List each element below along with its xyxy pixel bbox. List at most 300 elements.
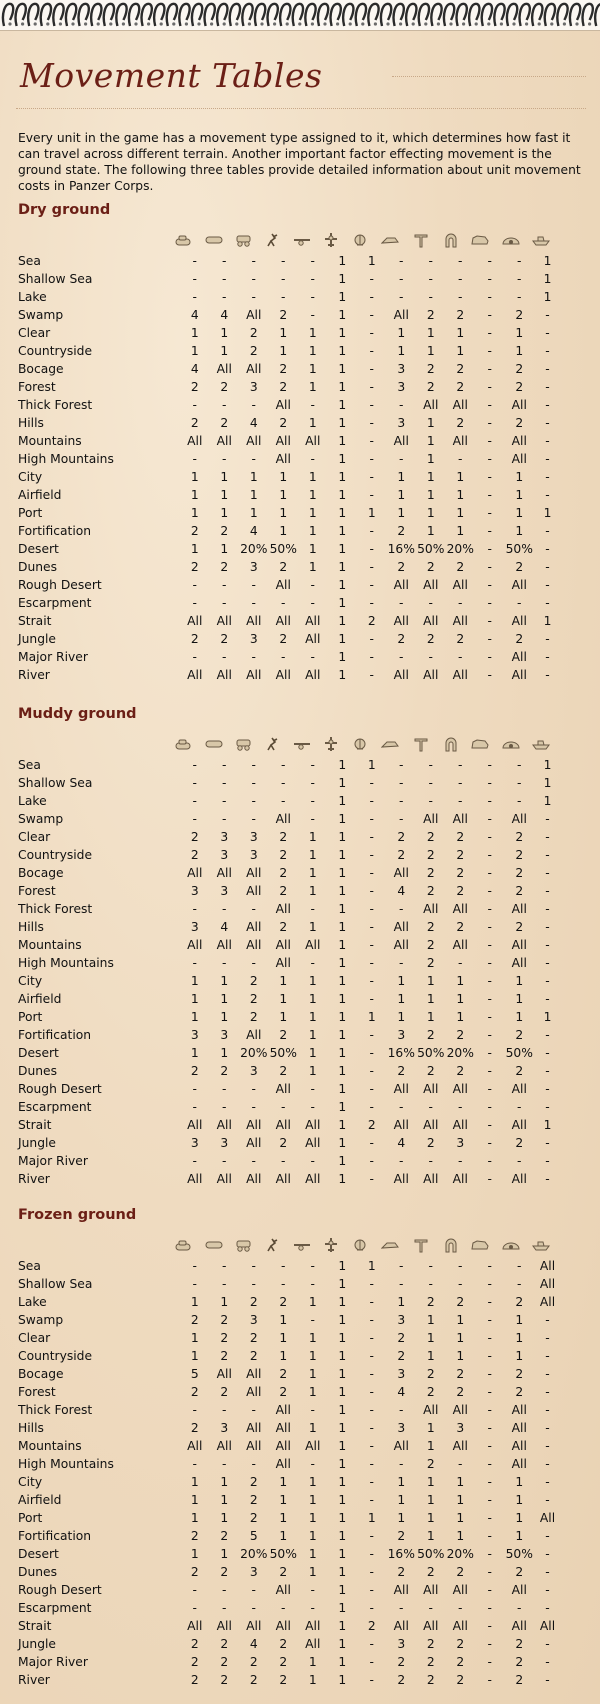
title-divider xyxy=(16,108,586,109)
table-row xyxy=(18,1329,561,1347)
movement-cost: 1 xyxy=(308,1655,317,1669)
movement-cost: 50% xyxy=(269,1046,297,1060)
movement-cost: 2 xyxy=(279,560,288,574)
section-heading: Dry ground xyxy=(18,202,111,218)
movement-cost: 3 xyxy=(397,362,406,376)
binder-ring xyxy=(167,4,177,26)
movement-cost: - xyxy=(369,398,374,412)
movement-cost: 1 xyxy=(426,488,435,502)
movement-cost: - xyxy=(369,1673,374,1687)
movement-cost: All xyxy=(393,920,409,934)
movement-cost: 2 xyxy=(426,308,435,322)
movement-cost: - xyxy=(192,1583,197,1597)
movement-cost: 2 xyxy=(456,416,465,430)
movement-cost: 1 xyxy=(456,524,465,538)
movement-cost: 1 xyxy=(338,1082,347,1096)
table-row xyxy=(18,1401,561,1419)
movement-cost: 1 xyxy=(456,974,465,988)
movement-cost: - xyxy=(310,776,315,790)
binder-ring xyxy=(406,4,416,26)
binder-ring xyxy=(381,4,391,26)
movement-cost: - xyxy=(222,1583,227,1597)
movement-cost: - xyxy=(281,776,286,790)
binder-ring xyxy=(520,4,530,26)
terrain-name: Fortification xyxy=(18,1529,92,1543)
movement-cost: 3 xyxy=(397,1367,406,1381)
movement-cost: 2 xyxy=(456,380,465,394)
terrain-name: Hills xyxy=(18,416,44,430)
halftrack-icon xyxy=(205,232,223,248)
movement-cost: All xyxy=(511,1421,527,1435)
movement-cost: - xyxy=(545,1385,550,1399)
movement-cost: All xyxy=(511,1403,527,1417)
binder-ring xyxy=(192,4,202,26)
movement-cost: 1 xyxy=(338,254,347,268)
movement-cost: All xyxy=(393,1583,409,1597)
movement-cost: - xyxy=(487,1457,492,1471)
movement-cost: - xyxy=(399,1259,404,1273)
movement-cost: - xyxy=(428,794,433,808)
movement-cost: All xyxy=(511,956,527,970)
table-row xyxy=(18,1257,561,1275)
movement-cost: 1 xyxy=(308,884,317,898)
movement-cost: 2 xyxy=(249,1349,258,1363)
movement-cost: 1 xyxy=(338,1421,347,1435)
movement-cost: 1 xyxy=(190,1511,199,1525)
binder-hole xyxy=(197,22,200,25)
binder-ring xyxy=(469,4,479,26)
movement-cost: - xyxy=(369,326,374,340)
movement-cost: - xyxy=(517,1259,522,1273)
movement-cost: All xyxy=(275,1457,291,1471)
movement-cost: - xyxy=(369,1136,374,1150)
movement-cost: 1 xyxy=(308,1565,317,1579)
table-row xyxy=(18,666,561,684)
terrain-name: Clear xyxy=(18,1331,51,1345)
movement-cost: - xyxy=(487,1046,492,1060)
movement-cost: 1 xyxy=(338,542,347,556)
movement-cost: - xyxy=(192,758,197,772)
movement-cost: - xyxy=(192,1601,197,1615)
page-title: Movement Tables xyxy=(20,56,323,95)
movement-cost: 1 xyxy=(397,1475,406,1489)
movement-cost: 2 xyxy=(249,1673,258,1687)
movement-cost: - xyxy=(487,1082,492,1096)
movement-cost: - xyxy=(192,254,197,268)
movement-cost: - xyxy=(545,1349,550,1363)
movement-cost: 2 xyxy=(515,848,524,862)
amphibious-icon xyxy=(471,736,489,752)
movement-cost: 1 xyxy=(338,794,347,808)
movement-cost: 1 xyxy=(338,1367,347,1381)
movement-cost: 1 xyxy=(308,1529,317,1543)
terrain-name: High Mountains xyxy=(18,956,114,970)
movement-cost: 2 xyxy=(190,1637,199,1651)
movement-cost: - xyxy=(192,1100,197,1114)
binder-ring xyxy=(557,4,567,26)
table-row xyxy=(18,1491,561,1509)
movement-cost: - xyxy=(487,1565,492,1579)
deepsea-icon xyxy=(532,232,550,248)
movement-cost: 2 xyxy=(279,380,288,394)
terrain-name: Jungle xyxy=(18,632,57,646)
movement-cost: 1 xyxy=(397,344,406,358)
movement-cost: - xyxy=(369,938,374,952)
movement-cost: - xyxy=(192,1403,197,1417)
movement-cost: 1 xyxy=(456,1511,465,1525)
movement-cost: - xyxy=(310,794,315,808)
movement-cost: 2 xyxy=(279,1673,288,1687)
movement-cost: All xyxy=(452,614,468,628)
movement-cost: - xyxy=(310,812,315,826)
movement-cost: - xyxy=(517,596,522,610)
movement-cost: All xyxy=(305,614,321,628)
binder-hole xyxy=(97,22,100,25)
movement-cost: 2 xyxy=(426,362,435,376)
movement-cost: - xyxy=(192,650,197,664)
movement-cost: 3 xyxy=(190,1136,199,1150)
movement-cost: All xyxy=(216,362,232,376)
table-row xyxy=(18,918,561,936)
movement-cost: - xyxy=(545,1082,550,1096)
movement-cost: - xyxy=(369,1064,374,1078)
movement-cost: 2 xyxy=(279,362,288,376)
movement-cost: - xyxy=(545,1457,550,1471)
movement-cost: - xyxy=(281,1277,286,1291)
binder-hole xyxy=(538,22,541,25)
movement-cost: - xyxy=(310,1583,315,1597)
movement-cost: 3 xyxy=(397,1313,406,1327)
movement-cost: 1 xyxy=(190,1046,199,1060)
movement-cost: - xyxy=(281,254,286,268)
mountain-icon xyxy=(412,1237,430,1253)
movement-cost: - xyxy=(251,596,256,610)
air-icon xyxy=(322,232,340,248)
movement-cost: 1 xyxy=(426,1475,435,1489)
table-row xyxy=(18,756,561,774)
movement-cost: - xyxy=(251,1154,256,1168)
movement-cost: - xyxy=(310,902,315,916)
movement-cost: 4 xyxy=(190,308,199,322)
movement-cost: 1 xyxy=(543,794,552,808)
allterrain-icon xyxy=(381,232,399,248)
movement-cost: - xyxy=(487,1295,492,1309)
movement-cost: - xyxy=(369,848,374,862)
terrain-name: Countryside xyxy=(18,344,93,358)
towed-icon xyxy=(293,1237,311,1253)
binder-hole xyxy=(286,22,289,25)
deepsea-icon xyxy=(532,736,550,752)
movement-cost: All xyxy=(452,1172,468,1186)
movement-cost: - xyxy=(310,272,315,286)
movement-cost: - xyxy=(369,1457,374,1471)
movement-cost: - xyxy=(545,488,550,502)
movement-cost: 1 xyxy=(397,1295,406,1309)
movement-cost: - xyxy=(487,470,492,484)
movement-cost: 1 xyxy=(338,1028,347,1042)
movement-cost: 2 xyxy=(220,380,229,394)
movement-cost: All xyxy=(511,1118,527,1132)
movement-cost: - xyxy=(399,290,404,304)
movement-cost: - xyxy=(487,434,492,448)
movement-cost: 1 xyxy=(338,1331,347,1345)
movement-cost: - xyxy=(428,272,433,286)
movement-cost: - xyxy=(487,1064,492,1078)
movement-cost: 1 xyxy=(515,1010,524,1024)
terrain-name: Rough Desert xyxy=(18,578,102,592)
binder-hole xyxy=(273,22,276,25)
movement-cost: - xyxy=(487,272,492,286)
movement-cost: 1 xyxy=(220,326,229,340)
table-row xyxy=(18,1635,561,1653)
table-row xyxy=(18,288,561,306)
movement-cost: 1 xyxy=(338,1385,347,1399)
movement-cost: 2 xyxy=(190,830,199,844)
movement-cost: - xyxy=(545,434,550,448)
movement-cost: - xyxy=(545,596,550,610)
movement-cost: 1 xyxy=(308,326,317,340)
binder-hole xyxy=(588,22,591,25)
movement-cost: 4 xyxy=(249,416,258,430)
movement-cost: 2 xyxy=(249,1331,258,1345)
binder-ring xyxy=(154,4,164,26)
movement-cost: All xyxy=(452,578,468,592)
terrain-name: Countryside xyxy=(18,848,93,862)
binder-ring xyxy=(79,4,89,26)
movement-cost: All xyxy=(511,812,527,826)
movement-cost: - xyxy=(251,452,256,466)
movement-cost: 2 xyxy=(456,884,465,898)
movement-cost: 2 xyxy=(279,1385,288,1399)
movement-cost: 1 xyxy=(279,1313,288,1327)
movement-cost: 16% xyxy=(387,1547,415,1561)
movement-cost: 2 xyxy=(515,1367,524,1381)
terrain-name: Airfield xyxy=(18,1493,62,1507)
movement-cost: - xyxy=(487,1313,492,1327)
binder-hole xyxy=(122,22,125,25)
movement-cost: 1 xyxy=(397,506,406,520)
movement-cost: All xyxy=(511,1619,527,1633)
movement-cost: 2 xyxy=(515,560,524,574)
movement-cost: 2 xyxy=(515,1295,524,1309)
movement-cost: 1 xyxy=(308,416,317,430)
movement-cost: All xyxy=(305,1172,321,1186)
movement-cost: 1 xyxy=(338,938,347,952)
terrain-name: Desert xyxy=(18,542,59,556)
movement-cost: - xyxy=(487,1010,492,1024)
movement-cost: All xyxy=(452,398,468,412)
table-row xyxy=(18,1152,561,1170)
movement-cost: 50% xyxy=(417,1046,445,1060)
movement-cost: 1 xyxy=(279,1493,288,1507)
movement-cost: - xyxy=(222,1100,227,1114)
movement-cost: 1 xyxy=(426,1010,435,1024)
movement-cost: 3 xyxy=(397,1421,406,1435)
movement-cost: 1 xyxy=(456,488,465,502)
movement-cost: - xyxy=(369,434,374,448)
binder-hole xyxy=(525,22,528,25)
movement-cost: - xyxy=(487,560,492,574)
movement-cost: - xyxy=(310,308,315,322)
terrain-name: Forest xyxy=(18,884,56,898)
binder-hole xyxy=(134,22,137,25)
binder-ring xyxy=(507,4,517,26)
movement-cost: All xyxy=(305,632,321,646)
movement-cost: 1 xyxy=(190,542,199,556)
movement-cost: - xyxy=(192,578,197,592)
movement-cost: - xyxy=(545,1493,550,1507)
movement-cost: 2 xyxy=(426,1028,435,1042)
movement-cost: 1 xyxy=(426,992,435,1006)
movement-cost: - xyxy=(281,650,286,664)
movement-cost: 1 xyxy=(249,470,258,484)
movement-cost: 1 xyxy=(456,992,465,1006)
movement-cost: 1 xyxy=(456,1349,465,1363)
movement-cost: 1 xyxy=(515,992,524,1006)
binder-ring xyxy=(16,4,26,26)
movement-cost: 1 xyxy=(279,1349,288,1363)
movement-cost: - xyxy=(487,974,492,988)
movement-cost: - xyxy=(251,812,256,826)
table-row xyxy=(18,1365,561,1383)
movement-cost: - xyxy=(369,1655,374,1669)
movement-cost: 2 xyxy=(279,1367,288,1381)
movement-cost: 2 xyxy=(397,560,406,574)
movement-cost: All xyxy=(246,434,262,448)
movement-cost: - xyxy=(310,1313,315,1327)
movement-cost: - xyxy=(517,1100,522,1114)
movement-cost: - xyxy=(281,1601,286,1615)
binder-ring xyxy=(595,4,600,26)
movement-cost: 2 xyxy=(279,830,288,844)
movement-cost: All xyxy=(305,1619,321,1633)
table-row xyxy=(18,774,561,792)
movement-cost: 3 xyxy=(190,884,199,898)
movement-cost: 1 xyxy=(338,758,347,772)
movement-cost: - xyxy=(458,452,463,466)
movement-cost: - xyxy=(251,1583,256,1597)
movement-cost: - xyxy=(369,1367,374,1381)
movement-cost: 1 xyxy=(397,1493,406,1507)
movement-cost: 1 xyxy=(426,452,435,466)
movement-cost: - xyxy=(487,794,492,808)
movement-cost: All xyxy=(275,452,291,466)
movement-cost: 1 xyxy=(220,1511,229,1525)
terrain-name: Mountains xyxy=(18,1439,82,1453)
movement-cost: 2 xyxy=(220,1637,229,1651)
movement-cost: 1 xyxy=(338,578,347,592)
terrain-name: Mountains xyxy=(18,434,82,448)
movement-cost: 1 xyxy=(279,344,288,358)
movement-cost: - xyxy=(487,1136,492,1150)
movement-cost: - xyxy=(545,1313,550,1327)
table-row xyxy=(18,1437,561,1455)
table-row xyxy=(18,594,561,612)
terrain-name: Escarpment xyxy=(18,1601,92,1615)
movement-cost: - xyxy=(310,1082,315,1096)
movement-cost: 2 xyxy=(190,560,199,574)
movement-cost: - xyxy=(517,1601,522,1615)
movement-cost: - xyxy=(369,1421,374,1435)
movement-cost: - xyxy=(192,1082,197,1096)
movement-cost: 1 xyxy=(456,1313,465,1327)
movement-cost: All xyxy=(275,578,291,592)
binder-ring xyxy=(66,4,76,26)
movement-cost: 1 xyxy=(308,1046,317,1060)
movement-cost: - xyxy=(251,776,256,790)
movement-cost: All xyxy=(452,1619,468,1633)
towed-icon xyxy=(293,736,311,752)
table-row xyxy=(18,522,561,540)
movement-cost: - xyxy=(192,272,197,286)
movement-cost: - xyxy=(399,812,404,826)
movement-cost: All xyxy=(452,1583,468,1597)
movement-cost: 2 xyxy=(397,1349,406,1363)
movement-cost: 4 xyxy=(397,1136,406,1150)
movement-cost: - xyxy=(369,470,374,484)
movement-cost: - xyxy=(222,272,227,286)
movement-cost: 4 xyxy=(220,920,229,934)
movement-cost: - xyxy=(458,290,463,304)
movement-cost: 2 xyxy=(456,362,465,376)
table-row xyxy=(18,1008,561,1026)
movement-cost: 1 xyxy=(308,1064,317,1078)
movement-cost: 1 xyxy=(308,380,317,394)
movement-cost: 2 xyxy=(426,1565,435,1579)
movement-cost: - xyxy=(517,290,522,304)
movement-cost: 2 xyxy=(515,830,524,844)
movement-cost: All xyxy=(511,1082,527,1096)
movement-cost: 2 xyxy=(220,1313,229,1327)
movement-cost: 1 xyxy=(515,506,524,520)
movement-cost: All xyxy=(305,434,321,448)
movement-cost: - xyxy=(487,308,492,322)
movement-cost: - xyxy=(369,560,374,574)
movement-cost: - xyxy=(458,1100,463,1114)
binder-hole xyxy=(462,22,465,25)
terrain-name: River xyxy=(18,1172,50,1186)
movement-cost: 1 xyxy=(426,416,435,430)
movement-cost: - xyxy=(545,1565,550,1579)
movement-cost: - xyxy=(310,1277,315,1291)
movement-cost: - xyxy=(487,1403,492,1417)
movement-cost: All xyxy=(511,650,527,664)
movement-cost: All xyxy=(187,1118,203,1132)
movement-cost: - xyxy=(487,1439,492,1453)
movement-cost: 2 xyxy=(249,1493,258,1507)
movement-cost: 1 xyxy=(338,668,347,682)
movement-cost: 1 xyxy=(338,1601,347,1615)
table-row xyxy=(18,1599,561,1617)
movement-cost: - xyxy=(251,398,256,412)
movement-cost: All xyxy=(539,1619,556,1633)
movement-cost: - xyxy=(545,668,550,682)
movement-cost: 3 xyxy=(249,1313,258,1327)
movement-cost: 2 xyxy=(515,380,524,394)
movement-cost: 1 xyxy=(338,1547,347,1561)
movement-cost: 1 xyxy=(338,398,347,412)
table-row xyxy=(18,504,561,522)
movement-cost: 1 xyxy=(338,1655,347,1669)
movement-cost: - xyxy=(517,272,522,286)
movement-cost: - xyxy=(487,866,492,880)
movement-cost: - xyxy=(545,470,550,484)
movement-cost: All xyxy=(275,1403,291,1417)
movement-cost: - xyxy=(487,1331,492,1345)
movement-cost: All xyxy=(275,1583,291,1597)
movement-cost: All xyxy=(187,434,203,448)
movement-cost: - xyxy=(545,830,550,844)
